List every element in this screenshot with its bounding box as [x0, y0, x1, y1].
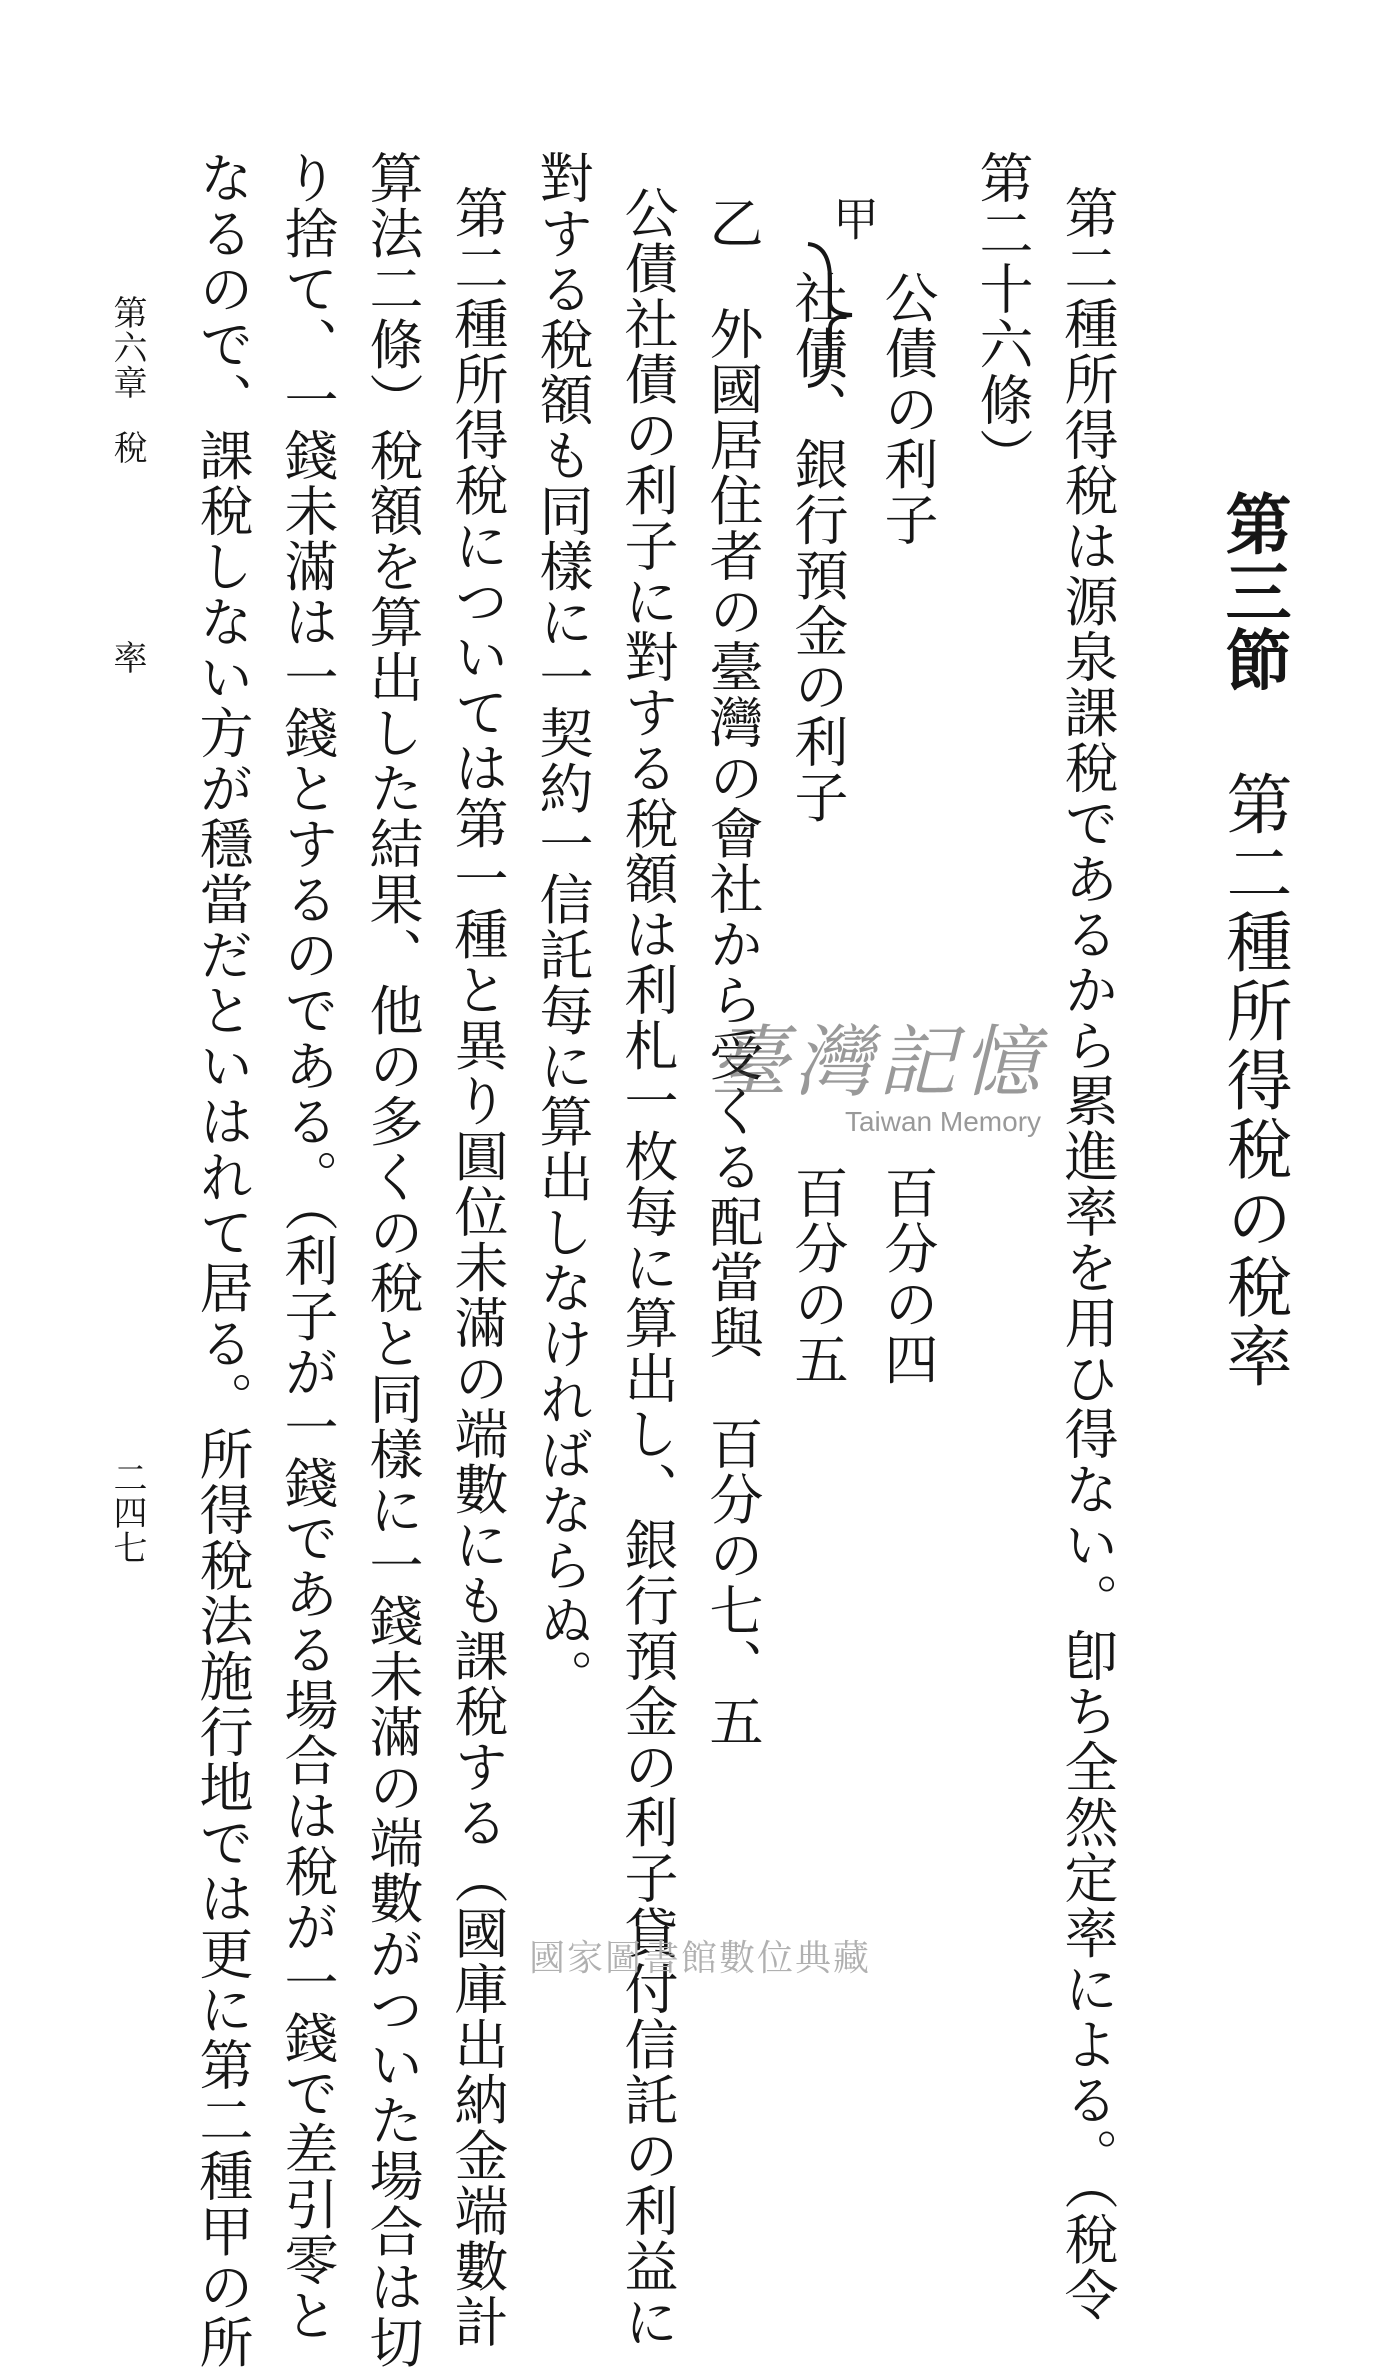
watermark-text: 臺灣記憶 [710, 1018, 1047, 1108]
section-number: 第三節 [1214, 490, 1292, 694]
item-kou-rate-1: 百分の四 [876, 1165, 939, 1387]
body-column-8: 公債社債の利子に對する稅額は利札一枚每に算出し、銀行預金の利子貸付信託の利益に [616, 185, 679, 2350]
body-column-11: 算法二條）稅額を算出した結果、他の多くの稅と同樣に一錢未滿の端數がついた場合は切 [361, 150, 424, 2370]
body-column-1: 第二種所得稅は源泉課稅であるから累進率を用ひ得ない。卽ち全然定率による。（稅令 [1056, 185, 1119, 2323]
footer-topic: 稅 [107, 430, 147, 465]
library-credit: 國家圖書館數位典藏 [528, 1938, 871, 1979]
item-kou-line-2: 社債、銀行預金の利子 [786, 270, 849, 825]
body-column-13: なるので、課稅しない方が穩當だといはれて居る。所得稅法施行地では更に第二種甲の所 [191, 150, 254, 2370]
watermark-logo [710, 1000, 1046, 1138]
page-number: 二四七 [107, 1460, 147, 1565]
item-kou-label: 甲 [826, 195, 880, 243]
body-column-12: り捨て、一錢未滿は一錢とするのである。（利子が一錢である場合は稅が一錢で差引零と [276, 150, 339, 2343]
watermark-subtitle: Taiwan Memory [844, 1106, 1042, 1137]
item-kou-line-1: 公債の利子 [876, 270, 939, 548]
item-otsu: 乙 外國居住者の臺灣の會社から受くる配當與 百分の七、五 [701, 195, 764, 1749]
section-title: 第二種所得稅の稅率 [1215, 770, 1292, 1391]
body-column-10: 第二種所得稅については第一種と異り圓位未滿の端數にも課稅する（國庫出納金端數計 [446, 185, 509, 2350]
body-column-9: 對する稅額も同樣に一契約一信託每に算出しなければならぬ。 [531, 150, 594, 1704]
body-column-2: 第二十六條） [971, 150, 1034, 483]
item-kou-rate-2: 百分の五 [786, 1165, 849, 1387]
footer-chapter: 第六章 [107, 295, 147, 400]
footer-topic-2: 率 [107, 640, 147, 675]
